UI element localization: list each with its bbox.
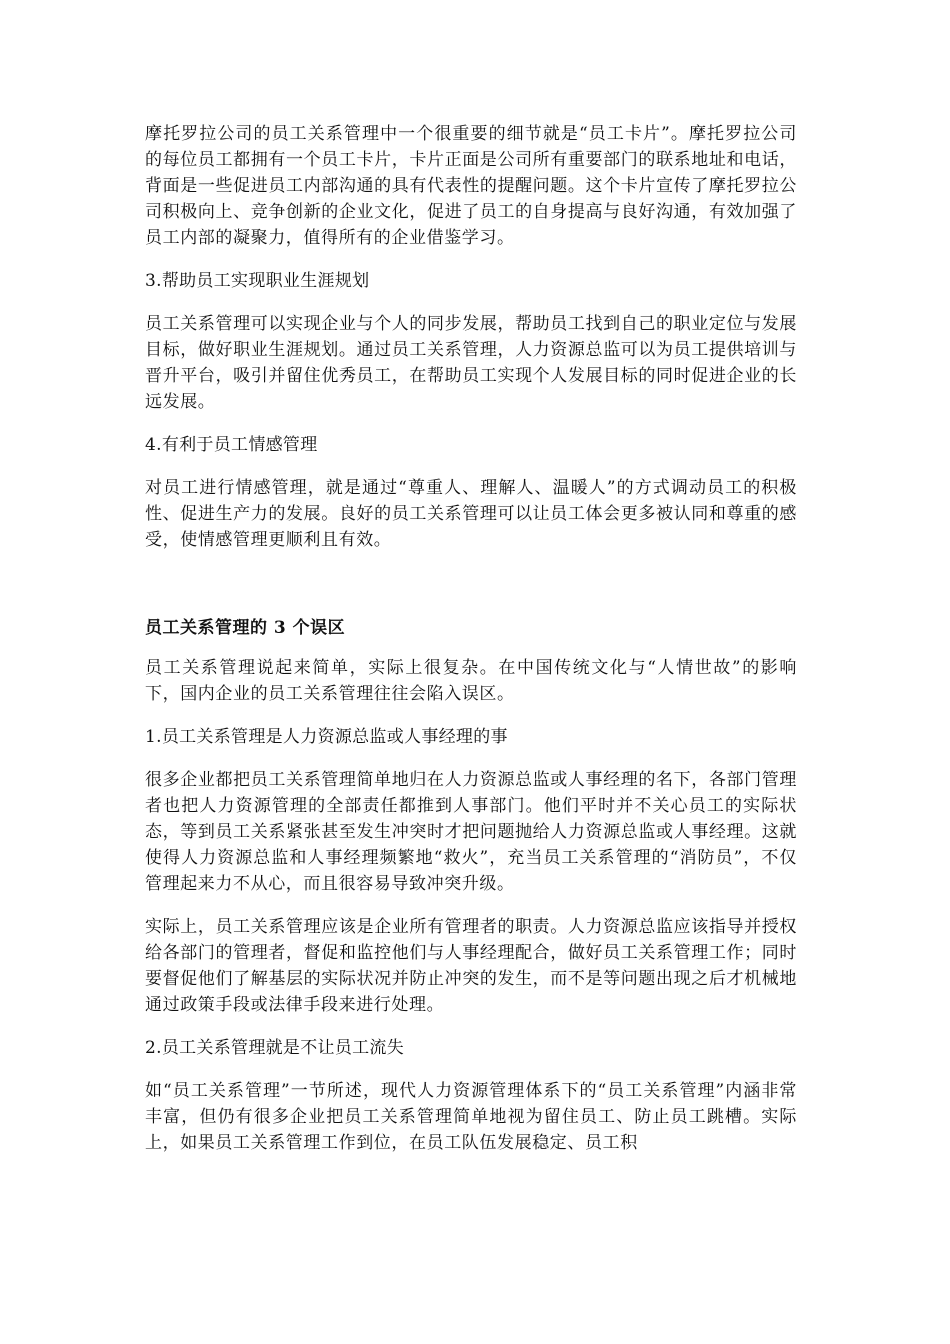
paragraph-misconceptions-intro: 员工关系管理说起来简单，实际上很复杂。在中国传统文化与“人情世故”的影响下，国内企业的员工关系管理往往会陷入误区。 [145, 658, 797, 704]
heading-career-planning: 3.帮助员工实现职业生涯规划 [145, 271, 370, 291]
section-title-misconceptions: 员工关系管理的 3 个误区 [145, 618, 346, 638]
paragraph-misconception-1-correction: 实际上，员工关系管理应该是企业所有管理者的职责。人力资源总监应该指导并授权给各部门的管理者，督促和监控他们与人事经理配合，做好员工关系管理工作；同时要督促他们了解基层的实际状况并防止冲突的发生，而不是等问题出现之后才机械地通过政策手段或法律手段来进行处理。 [145, 917, 797, 1015]
heading-misconception-2: 2.员工关系管理就是不让员工流失 [145, 1038, 405, 1058]
heading-misconception-1: 1.员工关系管理是人力资源总监或人事经理的事 [145, 727, 508, 747]
paragraph-misconception-1-detail: 很多企业都把员工关系管理简单地归在人力资源总监或人事经理的名下，各部门管理者也把人力资源管理的全部责任都推到人事部门。他们平时并不关心员工的实际状态，等到员工关系紧张甚至发生冲突时才把问题抛给人力资源总监或人事经理。这就使得人力资源总监和人事经理频繁地“救火”，充当员工关系管理的“消防员”，不仅管理起来力不从心，而且很容易导致冲突升级。 [145, 770, 797, 894]
document-page [145, 121, 797, 1173]
paragraph-misconception-2-detail: 如“员工关系管理”一节所述，现代人力资源管理体系下的“员工关系管理”内涵非常丰富，但仍有很多企业把员工关系管理简单地视为留住员工、防止员工跳槽。实际上，如果员工关系管理工作到位，在员工队伍发展稳定、员工积 [145, 1081, 797, 1153]
heading-emotional-management: 4.有利于员工情感管理 [145, 435, 318, 455]
paragraph-emotional-management: 对员工进行情感管理，就是通过“尊重人、理解人、温暖人”的方式调动员工的积极性、促进生产力的发展。良好的员工关系管理可以让员工体会更多被认同和尊重的感受，使情感管理更顺利且有效。 [145, 478, 797, 550]
paragraph-career-planning: 员工关系管理可以实现企业与个人的同步发展，帮助员工找到自己的职业定位与发展目标，做好职业生涯规划。通过员工关系管理，人力资源总监可以为员工提供培训与晋升平台，吸引并留住优秀员工，在帮助员工实现个人发展目标的同时促进企业的长远发展。 [145, 314, 797, 412]
paragraph-motorola-employee-card: 摩托罗拉公司的员工关系管理中一个很重要的细节就是“员工卡片”。摩托罗拉公司的每位员工都拥有一个员工卡片，卡片正面是公司所有重要部门的联系地址和电话，背面是一些促进员工内部沟通的具有代表性的提醒问题。这个卡片宣传了摩托罗拉公司积极向上、竞争创新的企业文化，促进了员工的自身提高与良好沟通，有效加强了员工内部的凝聚力，值得所有的企业借鉴学习。 [145, 124, 797, 248]
